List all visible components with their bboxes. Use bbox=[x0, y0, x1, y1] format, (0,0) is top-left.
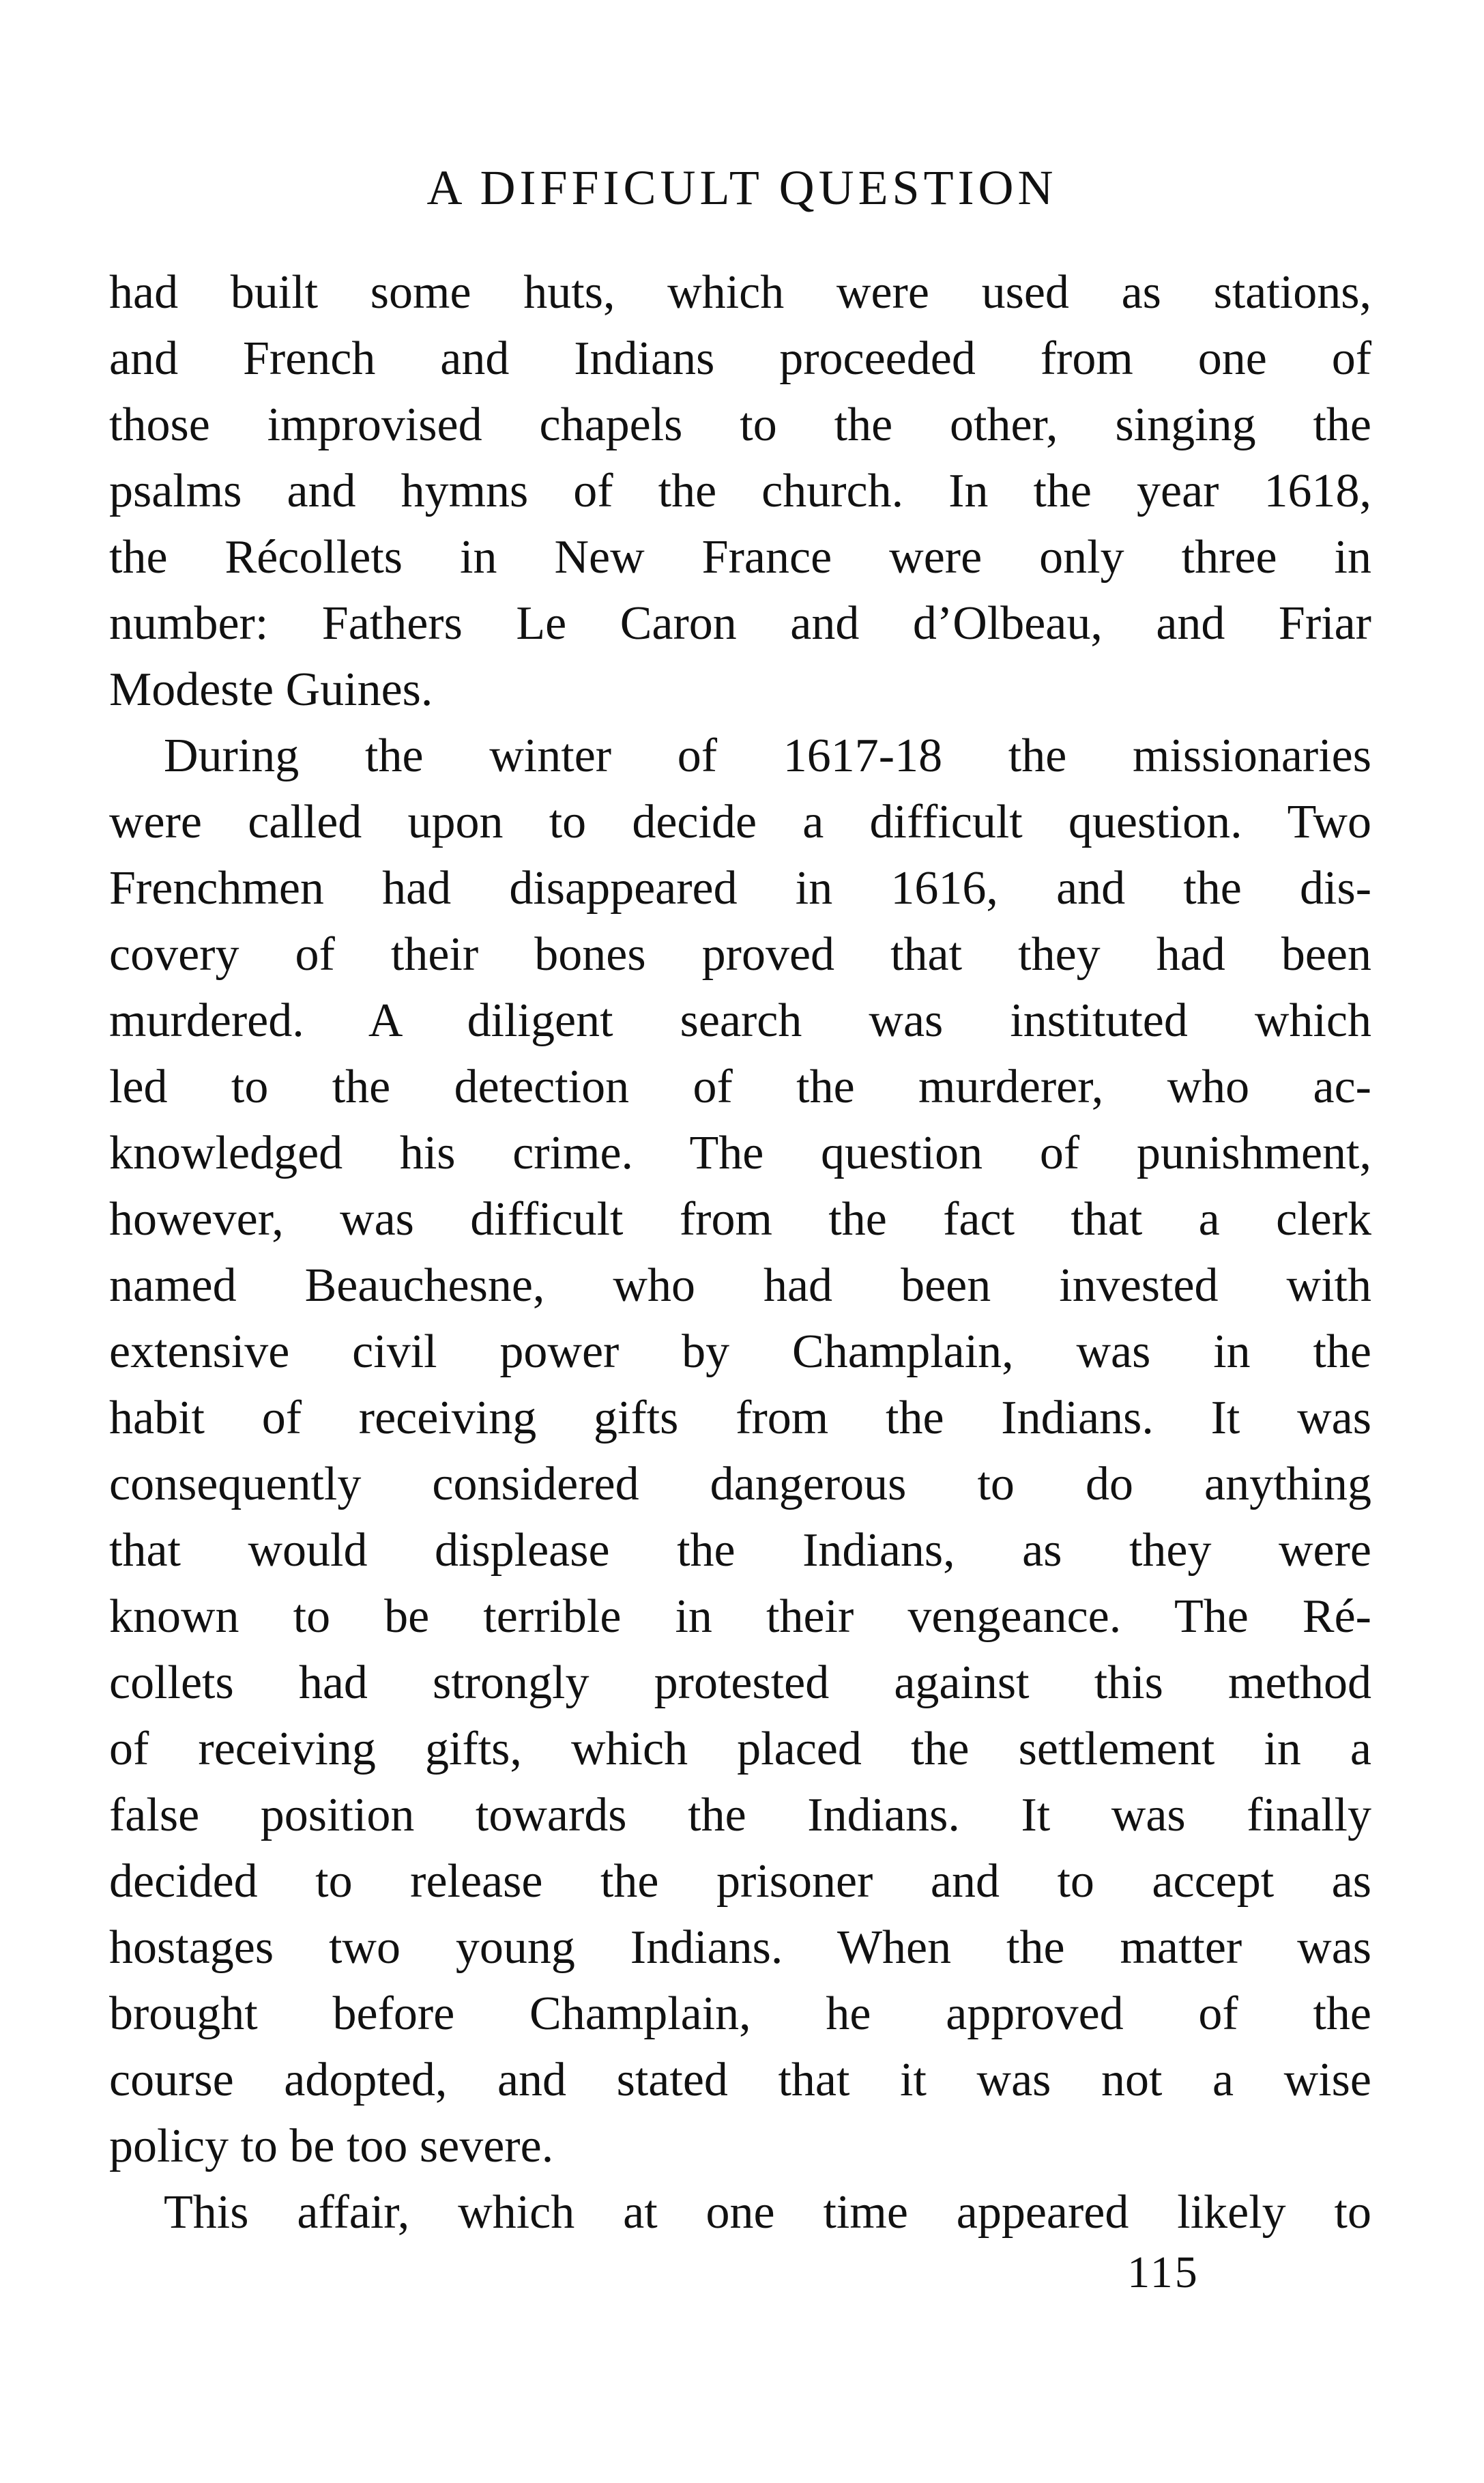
text-line: led to the detection of the murderer, who ac- bbox=[109, 1061, 1371, 1113]
text-line: knowledged his crime. The question of punishment, bbox=[109, 1127, 1371, 1179]
text-line: course adopted, and stated that it was not a wise bbox=[109, 2054, 1371, 2106]
text-line: brought before Champlain, he approved of the bbox=[109, 1987, 1371, 2040]
text-line: covery of their bones proved that they had been bbox=[109, 928, 1371, 981]
text-line: had built some huts, which were used as stations, bbox=[109, 266, 1371, 319]
text-line: Frenchmen had disappeared in 1616, and the dis- bbox=[109, 862, 1371, 915]
text-line: extensive civil power by Champlain, was in the bbox=[109, 1325, 1371, 1378]
text-line: named Beauchesne, who had been invested with bbox=[109, 1259, 1371, 1312]
body-text bbox=[109, 259, 1371, 2245]
text-line: hostages two young Indians. When the matter was bbox=[109, 1921, 1371, 1974]
text-line: collets had strongly protested against this method bbox=[109, 1656, 1371, 1709]
text-line: those improvised chapels to the other, singing the bbox=[109, 399, 1371, 451]
text-line: of receiving gifts, which placed the settlement in a bbox=[109, 1723, 1371, 1775]
text-line: decided to release the prisoner and to accept as bbox=[109, 1855, 1371, 1908]
text-line: that would displease the Indians, as they were bbox=[109, 1524, 1371, 1577]
text-line: false position towards the Indians. It was finally bbox=[109, 1789, 1371, 1841]
text-line: and French and Indians proceeded from one of bbox=[109, 332, 1371, 385]
text-line: the Récollets in New France were only three in bbox=[109, 531, 1371, 584]
text-line: number: Fathers Le Caron and d’Olbeau, and Friar bbox=[109, 597, 1371, 650]
text-line: habit of receiving gifts from the Indians. It was bbox=[109, 1392, 1371, 1444]
text-line: psalms and hymns of the church. In the year 1618, bbox=[109, 465, 1371, 517]
text-line: policy to be too severe. bbox=[109, 2120, 554, 2172]
running-head-title: A DIFFICULT QUESTION bbox=[426, 160, 1058, 215]
text-line: known to be terrible in their vengeance. The Ré- bbox=[109, 1590, 1371, 1643]
page-number: 115 bbox=[1127, 2248, 1199, 2297]
text-line: however, was difficult from the fact that a clerk bbox=[109, 1193, 1371, 1246]
text-line: During the winter of 1617-18 the missionaries bbox=[164, 730, 1371, 782]
text-line: Modeste Guines. bbox=[109, 663, 433, 716]
text-line: were called upon to decide a difficult question. Two bbox=[109, 796, 1371, 848]
text-line: murdered. A diligent search was instituted which bbox=[109, 994, 1371, 1047]
text-line: This affair, which at one time appeared likely to bbox=[164, 2186, 1371, 2239]
text-line: consequently considered dangerous to do anything bbox=[109, 1458, 1371, 1510]
